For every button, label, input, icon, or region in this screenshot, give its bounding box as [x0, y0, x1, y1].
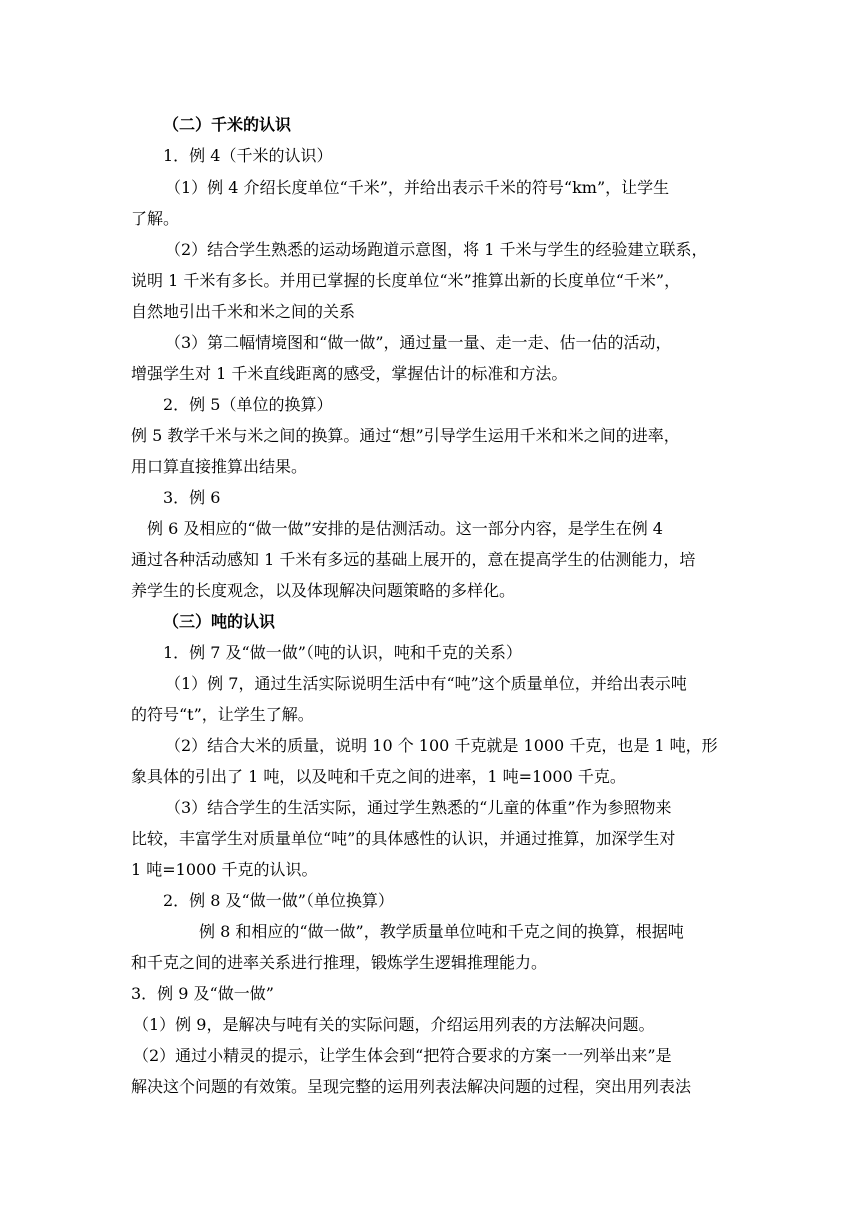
paragraph-line: 了解。	[131, 209, 180, 228]
item-example-6: 3．例 6	[163, 488, 221, 507]
paragraph-line: （1）例 4 介绍长度单位“千米”，并给出表示千米的符号“km”，让学生	[165, 178, 670, 197]
item-example-9: 3．例 9 及“做一做”	[131, 984, 274, 1003]
paragraph-line: 说明 1 千米有多长。并用已掌握的长度单位“米”推算出新的长度单位“千米”，	[131, 271, 681, 290]
section-heading-kilometer: （二）千米的认识	[163, 115, 292, 134]
paragraph-line: （2）结合学生熟悉的运动场跑道示意图，将 1 千米与学生的经验建立联系，	[165, 240, 708, 259]
paragraph-line: 例 8 和相应的“做一做”，教学质量单位吨和千克之间的换算，根据吨	[199, 922, 684, 941]
paragraph-line: 1 吨=1000 千克的认识。	[131, 860, 318, 879]
paragraph-line: 解决这个问题的有效策。呈现完整的运用列表法解决问题的过程，突出用列表法	[131, 1077, 692, 1096]
paragraph-line: （2）通过小精灵的提示，让学生体会到“把符合要求的方案一一列举出来”是	[133, 1046, 672, 1065]
paragraph-line: 养学生的长度观念，以及体现解决问题策略的多样化。	[131, 581, 516, 600]
paragraph-line: 增强学生对 1 千米直线距离的感受，掌握估计的标准和方法。	[131, 364, 568, 383]
paragraph-line: 通过各种活动感知 1 千米有多远的基础上展开的，意在提高学生的估测能力，培	[131, 550, 696, 569]
item-example-4: 1．例 4（千米的认识）	[163, 146, 333, 165]
paragraph-line: （3）结合学生的生活实际，通过学生熟悉的“儿童的体重”作为参照物来	[165, 798, 672, 817]
paragraph-line: 例 5 教学千米与米之间的换算。通过“想”引导学生运用千米和米之间的进率，	[131, 426, 680, 445]
paragraph-line: 自然地引出千米和米之间的关系	[131, 302, 356, 321]
paragraph-line: （1）例 7，通过生活实际说明生活中有“吨”这个质量单位，并给出表示吨	[165, 674, 687, 693]
paragraph-line: 的符号“t”，让学生了解。	[131, 705, 314, 724]
paragraph-line: （2）结合大米的质量，说明 10 个 100 千克就是 1000 千克，也是 1 吨，形	[165, 736, 718, 755]
item-example-5: 2．例 5（单位的换算）	[163, 395, 333, 414]
paragraph-line: 象具体的引出了 1 吨，以及吨和千克之间的进率，1 吨=1000 千克。	[131, 767, 626, 786]
paragraph-line: 用口算直接推算出结果。	[131, 457, 308, 476]
paragraph-line: 比较，丰富学生对质量单位“吨”的具体感性的认识，并通过推算，加深学生对	[131, 829, 676, 848]
paragraph-line: 和千克之间的进率关系进行推理，锻炼学生逻辑推理能力。	[131, 953, 548, 972]
paragraph-line: （1）例 9，是解决与吨有关的实际问题，介绍运用列表的方法解决问题。	[133, 1015, 655, 1034]
paragraph-line: 例 6 及相应的“做一做”安排的是估测活动。这一部分内容，是学生在例 4	[147, 519, 663, 538]
item-example-8: 2．例 8 及“做一做”（单位换算）	[163, 891, 394, 910]
paragraph-line: （3）第二幅情境图和“做一做”，通过量一量、走一走、估一估的活动，	[165, 333, 672, 352]
item-example-7: 1．例 7 及“做一做”（吨的认识，吨和千克的关系）	[163, 643, 522, 662]
section-heading-ton: （三）吨的认识	[163, 612, 276, 631]
